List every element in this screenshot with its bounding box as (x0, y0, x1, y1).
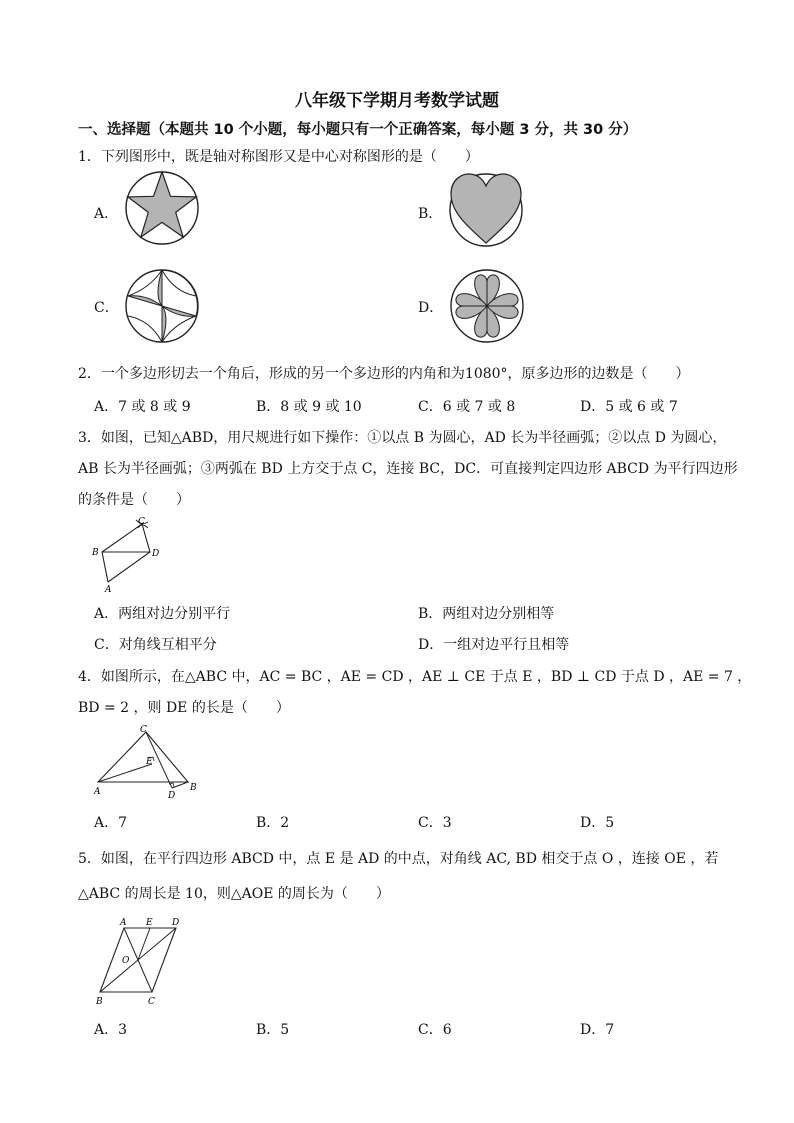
q3-line-1: 3．如图，已知△ABD，用尺规进行如下操作：①以点 B 为圆心，AD 长为半径画弧；②以点 D 为圆心， (78, 430, 727, 446)
q1-option-b[interactable]: B． (418, 206, 443, 222)
q2-option-d[interactable]: D．5 或 6 或 7 (580, 399, 678, 415)
q5-option-c[interactable]: C．6 (418, 1022, 452, 1038)
q5-label-e: E (146, 918, 153, 928)
q1-option-c[interactable]: C． (94, 300, 119, 316)
q3-option-d[interactable]: D．一组对边平行且相等 (418, 637, 570, 653)
q5-line-1: 5．如图，在平行四边形 ABCD 中，点 E 是 AD 的中点，对角线 AC, BD 相交于点 O ，连接 OE ，若 (78, 851, 719, 867)
page-title: 八年级下学期月考数学试题 (295, 91, 499, 111)
star-in-circle-figure (124, 170, 200, 246)
q4-option-b[interactable]: B．2 (256, 815, 290, 831)
four-leaf-clover-figure (449, 268, 525, 344)
q4-label-c: C (140, 725, 147, 735)
q2-option-c[interactable]: C．6 或 7 或 8 (418, 399, 516, 415)
q5-label-b: B (96, 997, 103, 1007)
q5-option-d[interactable]: D．7 (580, 1022, 615, 1038)
q5-label-d: D (172, 918, 180, 928)
q4-label-e: E (146, 757, 153, 767)
q3-line-3: 的条件是（ ） (78, 492, 190, 508)
q2-stem: 2．一个多边形切去一个角后，形成的另一个多边形的内角和为1080°，原多边形的边数是（ ） (78, 366, 690, 382)
q5-label-a: A (120, 918, 127, 928)
q4-option-d[interactable]: D．5 (580, 815, 615, 831)
q2-option-a[interactable]: A．7 或 8 或 9 (94, 399, 191, 415)
q4-line-1: 4．如图所示，在△ABC 中，AC = BC ，AE = CD ，AE ⊥ CE 于点 E ，BD ⊥ CD 于点 D ，AE = 7 ， (78, 669, 752, 685)
q4-option-a[interactable]: A．7 (94, 815, 128, 831)
q4-label-d: D (168, 791, 176, 801)
q5-label-o: O (122, 956, 130, 966)
q5-option-b[interactable]: B．5 (256, 1022, 290, 1038)
q3-label-a: A (105, 585, 112, 594)
q5-parallelogram-figure (90, 914, 190, 1008)
q1-option-d[interactable]: D． (418, 300, 444, 316)
section-heading: 一、选择题（本题共 10 个小题，每小题只有一个正确答案，每小题 3 分，共 30 分） (78, 122, 638, 138)
q1-stem: 1．下列图形中，既是轴对称图形又是中心对称图形的是（ ） (78, 149, 479, 165)
curved-triangles-in-circle-figure (124, 268, 200, 344)
q3-parallelogram-figure (90, 514, 164, 594)
q3-line-2: AB 长为半径画弧；③两弧在 BD 上方交于点 C，连接 BC，DC．可直接判定四边形 ABCD 为平行四边形 (78, 461, 738, 477)
q3-label-d: D (152, 549, 160, 559)
q3-option-b[interactable]: B．两组对边分别相等 (418, 606, 555, 622)
q1-option-a[interactable]: A． (94, 206, 119, 222)
q5-line-2: △ABC 的周长是 10，则△AOE 的周长为（ ） (78, 886, 390, 902)
q3-option-a[interactable]: A．两组对边分别平行 (94, 606, 231, 622)
q4-label-a: A (94, 787, 101, 797)
heart-in-circle-figure (447, 170, 525, 248)
q2-option-b[interactable]: B．8 或 9 或 10 (256, 399, 362, 415)
q4-line-2: BD = 2 ，则 DE 的长是（ ） (78, 700, 290, 716)
q4-label-b: B (190, 783, 197, 793)
q3-option-c[interactable]: C．对角线互相平分 (94, 637, 217, 653)
q4-triangle-figure (90, 722, 202, 802)
q5-label-c: C (148, 997, 155, 1007)
q5-option-a[interactable]: A．3 (94, 1022, 128, 1038)
q3-label-b: B (92, 548, 99, 558)
q4-option-c[interactable]: C．3 (418, 815, 452, 831)
q3-label-c: C (138, 517, 145, 527)
